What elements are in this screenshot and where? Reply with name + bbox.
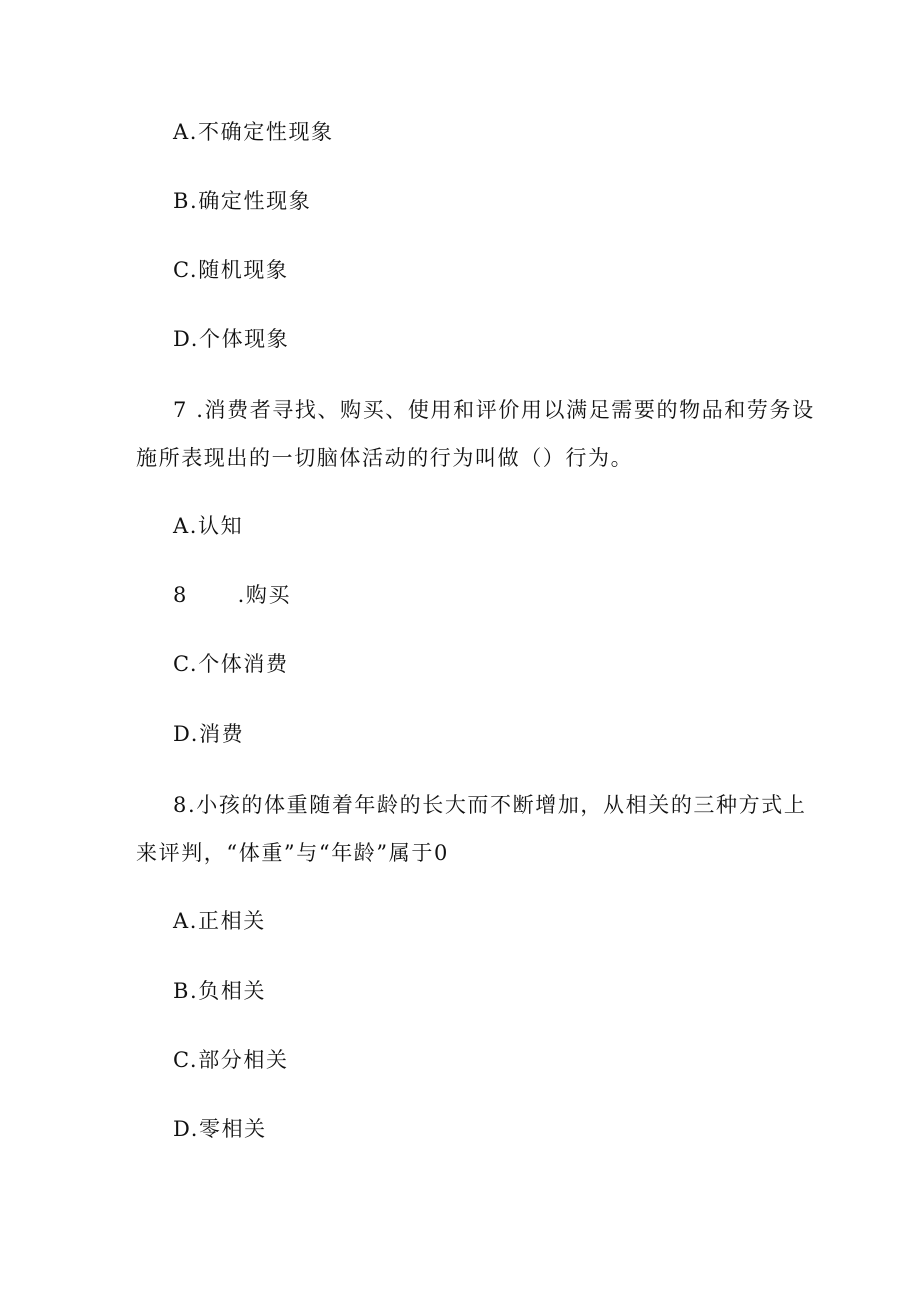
option-d-q8: D.零相关 — [173, 1117, 267, 1141]
option-b-q7: 8 .购买 — [173, 583, 292, 607]
option-c-q8: C.部分相关 — [173, 1048, 289, 1072]
option-c-q7: C.个体消费 — [173, 652, 289, 676]
option-a-q6: A.不确定性现象 — [173, 120, 334, 144]
question-7-line-2: 施所表现出的一切脑体活动的行为叫做（）行为。 — [136, 446, 634, 470]
question-7-line-1: 7 .消费者寻找、购买、使用和评价用以满足需要的物品和劳务设 — [173, 398, 815, 422]
option-a-q7: A.认知 — [173, 514, 244, 538]
option-a-q8: A.正相关 — [173, 909, 266, 933]
option-c-q6: C.随机现象 — [173, 258, 289, 282]
option-b-q8: B.负相关 — [173, 979, 267, 1003]
option-d-q6: D.个体现象 — [173, 327, 290, 351]
option-b-q6: B.确定性现象 — [173, 189, 312, 213]
question-8-line-1: 8.小孩的体重随着年龄的长大而不断增加，从相关的三种方式上 — [173, 793, 807, 817]
option-d-q7: D.消费 — [173, 722, 245, 746]
question-8-line-2: 来评判，“体重”与“年龄”属于0 — [136, 841, 449, 865]
